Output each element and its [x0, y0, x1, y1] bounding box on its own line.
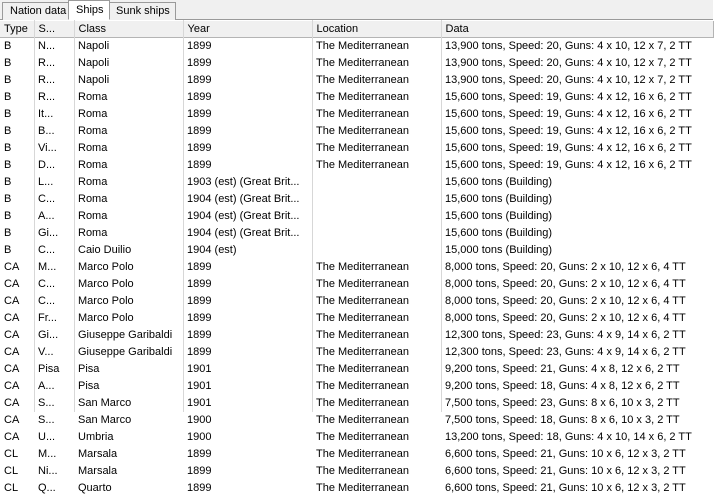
cell-ship: C...: [38, 244, 56, 256]
cell-ship: Ni...: [38, 465, 58, 477]
cell-data: 12,300 tons, Speed: 23, Guns: 4 x 9, 14 x 6, 2 TT: [445, 346, 686, 358]
cell-type: CA: [4, 397, 20, 409]
cell-location: [312, 208, 441, 225]
cell-year: 1899: [187, 261, 212, 273]
table-row[interactable]: [0, 123, 713, 140]
cell-data: 13,200 tons, Speed: 18, Guns: 4 x 10, 14 x 6, 2 TT: [445, 431, 692, 443]
cell-year: 1900: [187, 414, 212, 426]
cell-ship: N...: [38, 40, 56, 53]
cell-type: B: [4, 91, 12, 103]
table-row[interactable]: [0, 38, 713, 55]
cell-type: CA: [4, 414, 20, 426]
table-row[interactable]: [0, 378, 713, 395]
table-body: [0, 38, 713, 497]
cell-type: CA: [4, 431, 20, 443]
column-header-data[interactable]: Data: [441, 21, 713, 38]
cell-ship: Vi...: [38, 142, 57, 154]
cell-location: The Mediterranean: [316, 448, 409, 460]
cell-data: 15,600 tons (Building): [445, 193, 553, 205]
cell-class: San Marco: [78, 397, 132, 409]
cell-data: 15,600 tons (Building): [445, 176, 553, 188]
cell-ship: Q...: [38, 482, 56, 494]
cell-location: The Mediterranean: [316, 125, 409, 137]
cell-type: B: [4, 142, 12, 154]
cell-class: Giuseppe Garibaldi: [78, 346, 173, 358]
cell-type: B: [4, 210, 12, 222]
cell-data: 9,200 tons, Speed: 18, Guns: 4 x 8, 12 x 6, 2 TT: [445, 380, 680, 392]
cell-type: B: [4, 57, 12, 69]
cell-type: B: [4, 159, 12, 171]
cell-ship: C...: [38, 278, 56, 290]
cell-location: [312, 191, 441, 208]
cell-ship: A...: [38, 380, 55, 392]
cell-year: 1899: [187, 312, 212, 324]
cell-location: The Mediterranean: [316, 261, 409, 273]
cell-year: 1899: [187, 482, 212, 494]
cell-location: The Mediterranean: [316, 380, 409, 392]
cell-data: 13,900 tons, Speed: 20, Guns: 4 x 10, 12 x 7, 2 TT: [445, 57, 692, 69]
cell-ship: V...: [38, 346, 54, 358]
cell-data: 7,500 tons, Speed: 18, Guns: 8 x 6, 10 x 3, 2 TT: [445, 414, 680, 426]
cell-year: 1899: [187, 465, 212, 477]
table-row[interactable]: [0, 140, 713, 157]
cell-year: 1899: [187, 278, 212, 290]
cell-ship: M...: [38, 448, 57, 460]
cell-year: 1904 (est): [187, 244, 237, 256]
cell-class: Roma: [78, 142, 108, 154]
cell-class: Roma: [78, 210, 108, 222]
cell-data: 8,000 tons, Speed: 20, Guns: 2 x 10, 12 x 6, 4 TT: [445, 278, 686, 290]
cell-data: 12,300 tons, Speed: 23, Guns: 4 x 9, 14 x 6, 2 TT: [445, 329, 686, 341]
table-row[interactable]: [0, 412, 713, 429]
cell-ship: U...: [38, 431, 56, 443]
cell-year: 1899: [187, 108, 212, 120]
table-row[interactable]: [0, 395, 713, 412]
cell-type: B: [4, 74, 12, 86]
cell-type: CL: [4, 448, 19, 460]
cell-location: The Mediterranean: [316, 414, 409, 426]
cell-type: B: [4, 176, 12, 188]
tab-strip: [0, 0, 713, 20]
table-row[interactable]: [0, 310, 713, 327]
cell-ship: S...: [38, 414, 55, 426]
table-row[interactable]: [0, 72, 713, 89]
cell-data: 13,900 tons, Speed: 20, Guns: 4 x 10, 12 x 7, 2 TT: [445, 40, 692, 53]
table-row[interactable]: [0, 361, 713, 378]
table-header-row: [0, 21, 713, 38]
cell-class: Giuseppe Garibaldi: [78, 329, 173, 341]
cell-location: The Mediterranean: [316, 278, 409, 290]
cell-class: Roma: [78, 108, 108, 120]
cell-ship: Fr...: [38, 312, 57, 324]
cell-type: CA: [4, 295, 20, 307]
cell-location: The Mediterranean: [316, 465, 409, 477]
cell-ship: B...: [38, 125, 55, 137]
cell-type: CA: [4, 278, 20, 290]
cell-ship: R...: [38, 74, 56, 86]
cell-class: Umbria: [78, 431, 114, 443]
table-row[interactable]: [0, 259, 713, 276]
cell-location: The Mediterranean: [316, 482, 409, 494]
cell-year: 1901: [187, 397, 212, 409]
cell-location: The Mediterranean: [316, 346, 409, 358]
cell-class: Roma: [78, 159, 108, 171]
cell-class: Roma: [78, 227, 108, 239]
cell-ship: It...: [38, 108, 54, 120]
table-row[interactable]: [0, 225, 713, 242]
cell-type: CA: [4, 312, 20, 324]
cell-type: CA: [4, 329, 20, 341]
cell-location: The Mediterranean: [316, 108, 409, 120]
cell-location: The Mediterranean: [316, 295, 409, 307]
cell-data: 8,000 tons, Speed: 20, Guns: 2 x 10, 12 x 6, 4 TT: [445, 261, 686, 273]
cell-class: Marco Polo: [78, 312, 134, 324]
cell-ship: Pisa: [38, 363, 60, 375]
cell-year: 1899: [187, 57, 212, 69]
cell-data: 15,600 tons, Speed: 19, Guns: 4 x 12, 16 x 6, 2 TT: [445, 159, 692, 171]
table-row[interactable]: [0, 174, 713, 191]
cell-location: [312, 242, 441, 259]
cell-ship: A...: [38, 210, 55, 222]
cell-year: 1901: [187, 380, 212, 392]
cell-class: Marsala: [78, 465, 118, 477]
cell-type: B: [4, 108, 12, 120]
cell-location: The Mediterranean: [316, 57, 409, 69]
cell-data: 8,000 tons, Speed: 20, Guns: 2 x 10, 12 x 6, 4 TT: [445, 295, 686, 307]
cell-class: Roma: [78, 125, 108, 137]
cell-ship: L...: [38, 176, 54, 188]
cell-location: The Mediterranean: [316, 363, 409, 375]
cell-year: 1899: [187, 91, 212, 103]
cell-location: The Mediterranean: [316, 397, 409, 409]
cell-ship: S...: [38, 397, 55, 409]
tab-nation-data[interactable]: Nation data: [2, 2, 70, 20]
cell-year: 1900: [187, 431, 212, 443]
table-row[interactable]: [0, 463, 713, 480]
cell-class: Quarto: [78, 482, 112, 494]
table-row[interactable]: [0, 429, 713, 446]
column-header-class[interactable]: Class: [74, 21, 183, 38]
cell-location: The Mediterranean: [316, 159, 409, 171]
cell-year: 1899: [187, 142, 212, 154]
table-row[interactable]: [0, 106, 713, 123]
cell-year: 1899: [187, 295, 212, 307]
cell-year: 1899: [187, 125, 212, 137]
cell-data: 6,600 tons, Speed: 21, Guns: 10 x 6, 12 x 3, 2 TT: [445, 448, 686, 460]
tab-ships[interactable]: Ships: [68, 0, 110, 20]
cell-location: The Mediterranean: [316, 74, 409, 86]
cell-type: B: [4, 193, 12, 205]
cell-year: 1904 (est) (Great Brit...: [187, 193, 300, 205]
cell-type: B: [4, 227, 12, 239]
cell-ship: R...: [38, 57, 56, 69]
cell-class: Roma: [78, 91, 108, 103]
column-header-type[interactable]: Type: [0, 21, 34, 38]
cell-class: San Marco: [78, 414, 132, 426]
table-row[interactable]: [0, 208, 713, 225]
ships-grid[interactable]: [0, 20, 713, 494]
cell-class: Roma: [78, 193, 108, 205]
cell-type: B: [4, 244, 12, 256]
cell-class: Pisa: [78, 380, 100, 392]
cell-ship: C...: [38, 193, 56, 205]
cell-data: 6,600 tons, Speed: 21, Guns: 10 x 6, 12 x 3, 2 TT: [445, 465, 686, 477]
column-header-location[interactable]: Location: [312, 21, 441, 38]
cell-data: 7,500 tons, Speed: 23, Guns: 8 x 6, 10 x 3, 2 TT: [445, 397, 680, 409]
table-row[interactable]: [0, 327, 713, 344]
table-row[interactable]: [0, 191, 713, 208]
cell-data: 15,000 tons (Building): [445, 244, 553, 256]
cell-ship: C...: [38, 295, 56, 307]
cell-location: [312, 174, 441, 191]
cell-ship: D...: [38, 159, 56, 171]
cell-data: 9,200 tons, Speed: 21, Guns: 4 x 8, 12 x 6, 2 TT: [445, 363, 680, 375]
cell-year: 1903 (est) (Great Brit...: [187, 176, 300, 188]
cell-type: CL: [4, 482, 19, 494]
cell-type: CA: [4, 363, 20, 375]
ships-table: [0, 21, 714, 497]
cell-location: The Mediterranean: [316, 40, 409, 53]
cell-year: 1901: [187, 363, 212, 375]
cell-class: Caio Duilio: [78, 244, 132, 256]
cell-data: 6,600 tons, Speed: 21, Guns: 10 x 6, 12 x 3, 2 TT: [445, 482, 686, 494]
cell-year: 1899: [187, 159, 212, 171]
cell-data: 15,600 tons, Speed: 19, Guns: 4 x 12, 16 x 6, 2 TT: [445, 108, 692, 120]
cell-location: The Mediterranean: [316, 312, 409, 324]
cell-type: CL: [4, 465, 19, 477]
cell-data: 8,000 tons, Speed: 20, Guns: 2 x 10, 12 x 6, 4 TT: [445, 312, 686, 324]
cell-year: 1904 (est) (Great Brit...: [187, 210, 300, 222]
cell-ship: Gi...: [38, 329, 59, 341]
cell-data: 13,900 tons, Speed: 20, Guns: 4 x 10, 12 x 7, 2 TT: [445, 74, 692, 86]
cell-ship: M...: [38, 261, 57, 273]
cell-location: [312, 225, 441, 242]
column-header-year[interactable]: Year: [183, 21, 312, 38]
cell-data: 15,600 tons (Building): [445, 227, 553, 239]
cell-location: The Mediterranean: [316, 142, 409, 154]
cell-ship: Gi...: [38, 227, 59, 239]
table-row[interactable]: [0, 55, 713, 72]
cell-year: 1899: [187, 448, 212, 460]
column-header-ship[interactable]: S...: [34, 21, 74, 38]
cell-type: CA: [4, 346, 20, 358]
cell-year: 1899: [187, 346, 212, 358]
cell-class: Roma: [78, 176, 108, 188]
cell-data: 15,600 tons, Speed: 19, Guns: 4 x 12, 16 x 6, 2 TT: [445, 125, 692, 137]
table-row[interactable]: [0, 89, 713, 106]
table-row[interactable]: [0, 157, 713, 174]
cell-class: Napoli: [78, 40, 110, 53]
cell-type: CA: [4, 380, 20, 392]
cell-location: The Mediterranean: [316, 329, 409, 341]
table-row[interactable]: [0, 480, 713, 497]
tab-sunk-ships[interactable]: Sunk ships: [108, 2, 176, 20]
cell-class: Napoli: [78, 57, 110, 69]
cell-class: Marco Polo: [78, 278, 134, 290]
cell-year: 1899: [187, 329, 212, 341]
cell-data: 15,600 tons, Speed: 19, Guns: 4 x 12, 16 x 6, 2 TT: [445, 142, 692, 154]
cell-year: 1899: [187, 40, 212, 53]
cell-data: 15,600 tons, Speed: 19, Guns: 4 x 12, 16 x 6, 2 TT: [445, 91, 692, 103]
cell-type: CA: [4, 261, 20, 273]
cell-class: Marsala: [78, 448, 118, 460]
cell-class: Pisa: [78, 363, 100, 375]
cell-type: B: [4, 40, 12, 53]
table-row[interactable]: [0, 446, 713, 463]
cell-year: 1904 (est) (Great Brit...: [187, 227, 300, 239]
table-row[interactable]: [0, 242, 713, 259]
cell-location: The Mediterranean: [316, 91, 409, 103]
cell-type: B: [4, 125, 12, 137]
cell-ship: R...: [38, 91, 56, 103]
table-row[interactable]: [0, 344, 713, 361]
cell-class: Marco Polo: [78, 261, 134, 273]
cell-class: Marco Polo: [78, 295, 134, 307]
cell-location: The Mediterranean: [316, 431, 409, 443]
cell-year: 1899: [187, 74, 212, 86]
table-row[interactable]: [0, 293, 713, 310]
table-row[interactable]: [0, 276, 713, 293]
cell-data: 15,600 tons (Building): [445, 210, 553, 222]
cell-class: Napoli: [78, 74, 110, 86]
